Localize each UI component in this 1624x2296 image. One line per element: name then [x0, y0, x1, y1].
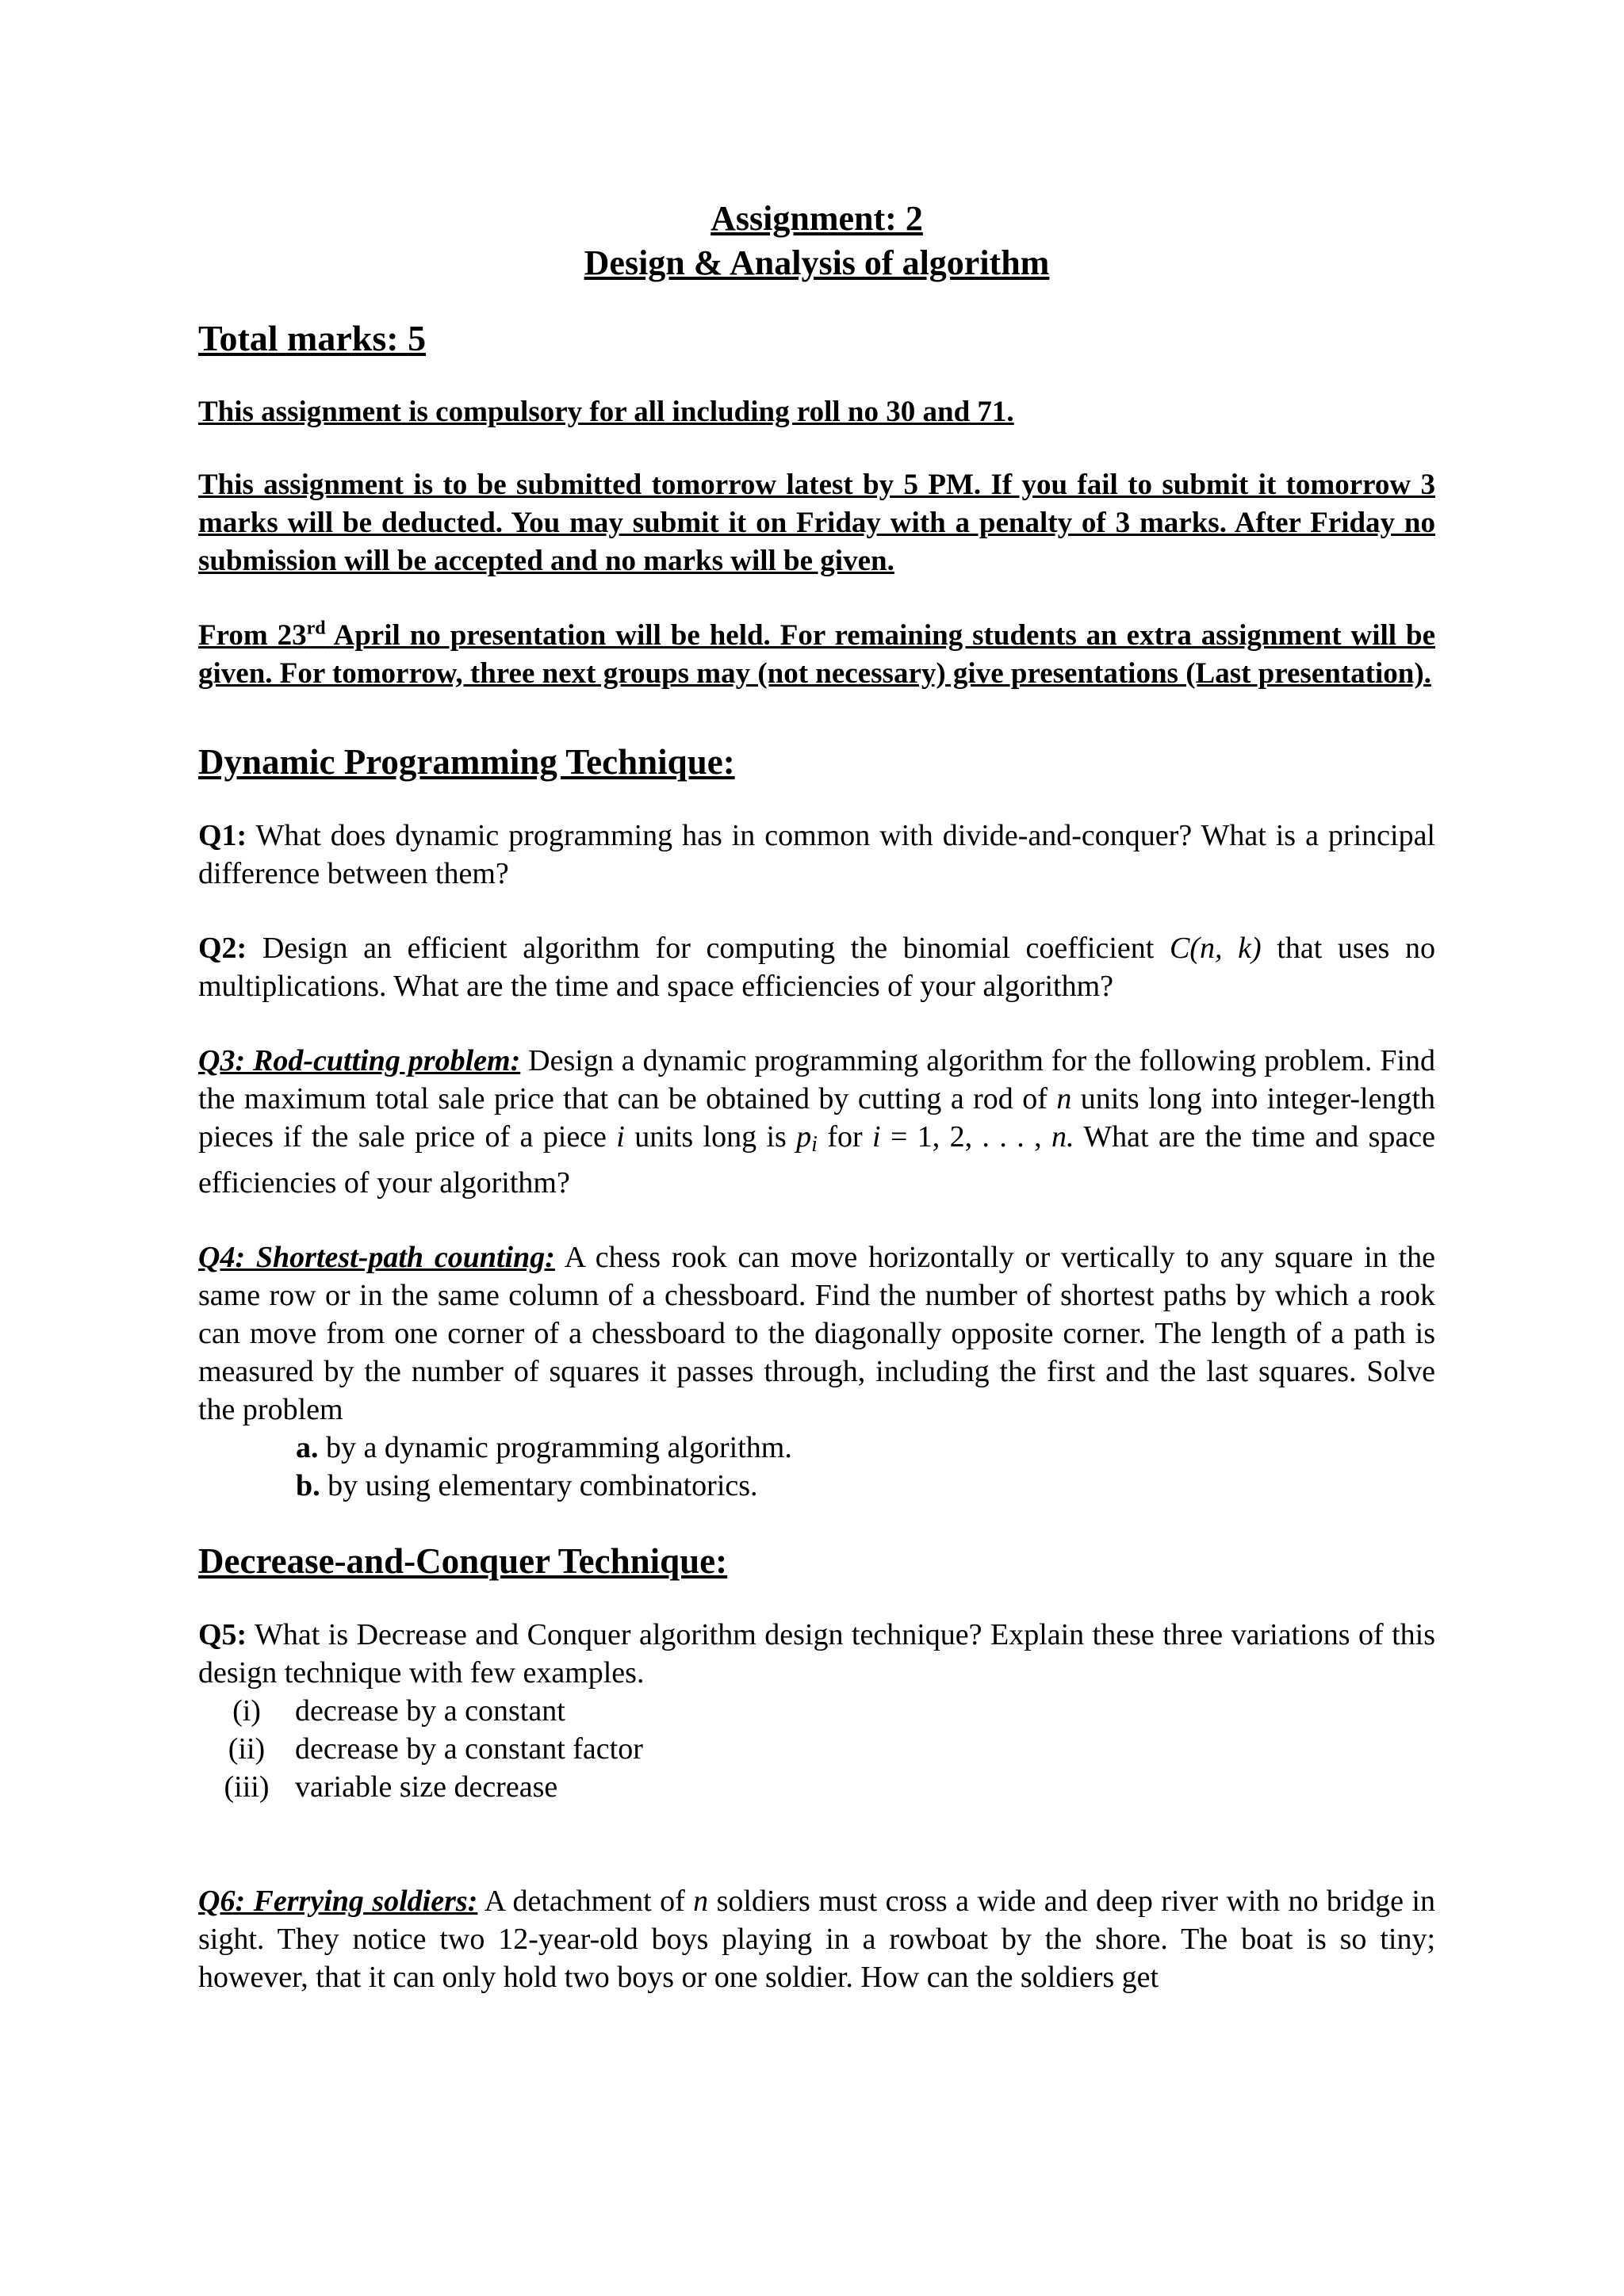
notice-compulsory: This assignment is compulsory for all including roll no 30 and 71.: [198, 396, 1014, 428]
question-q3: [198, 1042, 1435, 1202]
q3-label: Q3: Rod-cutting problem:: [198, 1044, 521, 1077]
q3-text-3: units long is: [624, 1120, 797, 1154]
total-marks: Total marks: 5: [198, 318, 427, 358]
q6-label: Q6: Ferrying soldiers:: [198, 1885, 478, 1918]
q5-item-iii-text: variable size decrease: [295, 1770, 558, 1804]
q4-part-a: [296, 1429, 1435, 1467]
q2-formula: C(n, k): [1169, 932, 1262, 965]
notice-presentation: [198, 617, 1435, 693]
q5-item-iii: [198, 1768, 1435, 1806]
q4-part-a-label: a.: [296, 1431, 319, 1464]
question-q6: [198, 1882, 1435, 1996]
document-content: [198, 197, 1435, 1996]
q5-item-ii: [198, 1730, 1435, 1768]
q5-label: Q5:: [198, 1618, 247, 1651]
q5-item-iii-num: (iii): [224, 1770, 270, 1804]
q3-var-i: i: [616, 1120, 625, 1154]
q5-variations-list: [198, 1692, 1435, 1806]
q4-label: Q4: Shortest-path counting:: [198, 1241, 555, 1274]
q3-text-6: What are the time and space efficiencies of your algorithm?: [198, 1120, 1435, 1200]
question-q5: [198, 1616, 1435, 1692]
q2-text-a: Design an efficient algorithm for computing the binomial coefficient: [247, 932, 1170, 965]
notice-submission: This assignment is to be submitted tomorrow latest by 5 PM. If you fail to submit it tomorrow 3 marks will be deducted. You may submit it on Friday with a penalty of 3 marks. After Friday no submission will be accepted and no marks will be given.: [198, 469, 1435, 577]
q3-text-1: Design a dynamic programming algorithm for the following problem. Find the maximum total sale price that can be obtained by cutting a rod of: [198, 1044, 1436, 1115]
q3-text-2: units long into integer-length pieces if the sale price of a piece: [198, 1082, 1436, 1154]
q5-item-ii-num: (ii): [228, 1732, 266, 1766]
course-title: Design & Analysis of algorithm: [584, 243, 1050, 282]
q3-var-n: n: [1056, 1082, 1072, 1115]
question-q1: [198, 817, 1435, 893]
q4-text: A chess rook can move horizontally or vertically to any square in the same row or in the same column of a chessboard. Find the number of shortest paths by which a rook can move from one corner of a chessboard to the diagonally opposite corner. The length of a path is measured by the number of squares it passes through, including the first and the last squares. Solve the problem: [198, 1241, 1435, 1426]
q5-item-i: [198, 1692, 1435, 1730]
q1-label: Q1:: [198, 819, 247, 852]
q3-var-p-sub: i: [811, 1132, 818, 1157]
q5-item-i-num: (i): [232, 1694, 261, 1728]
q5-item-ii-text: decrease by a constant factor: [295, 1732, 643, 1766]
notice-presentation-sup: rd: [306, 618, 326, 639]
q3-var-i2: i: [872, 1120, 881, 1154]
q1-text: What does dynamic programming has in common with divide-and-conquer? What is a principal difference between them?: [198, 819, 1435, 890]
assignment-title: Assignment: 2: [710, 199, 923, 238]
notice-presentation-rest: April no presentation will be held. For remaining students an extra assignment will be given. For tomorrow, three next groups may (not necessary) give presentations (Last presentation).: [198, 619, 1435, 690]
q6-var-n: n: [693, 1885, 709, 1918]
q4-part-b-text: by using elementary combinatorics.: [320, 1469, 758, 1502]
section-heading-decrease-and-conquer: Decrease-and-Conquer Technique:: [198, 1541, 728, 1581]
q3-text-4: for: [817, 1120, 873, 1154]
section-heading-dynamic-programming: Dynamic Programming Technique:: [198, 742, 735, 782]
q5-item-i-text: decrease by a constant: [295, 1694, 565, 1728]
q6-text-2: soldiers must cross a wide and deep river with no bridge in sight. They notice two 12-year-old boys playing in a rowboat by the shore. The boat is so tiny; however, that it can only hold two boys or one soldier. How can the soldiers get: [198, 1885, 1435, 1994]
q3-var-p: p: [796, 1120, 812, 1154]
q2-text-b: that uses no multiplications. What are the time and space efficiencies of your algorithm?: [198, 932, 1435, 1003]
q4-part-b: [296, 1467, 1435, 1505]
q5-text: What is Decrease and Conquer algorithm design technique? Explain these three variations of this design technique with few examples.: [198, 1618, 1435, 1689]
q2-label: Q2:: [198, 932, 247, 965]
q4-part-b-label: b.: [296, 1469, 320, 1502]
notice-presentation-start: From 23: [198, 619, 307, 652]
q6-text-1: A detachment of: [477, 1885, 694, 1918]
question-q4: [198, 1238, 1435, 1429]
q3-var-n2: n.: [1051, 1120, 1074, 1154]
q4-part-a-text: by a dynamic programming algorithm.: [318, 1431, 792, 1464]
q4-parts-list: [198, 1429, 1435, 1505]
q3-text-5: = 1, 2, . . . ,: [880, 1120, 1052, 1154]
question-q2: [198, 929, 1435, 1005]
